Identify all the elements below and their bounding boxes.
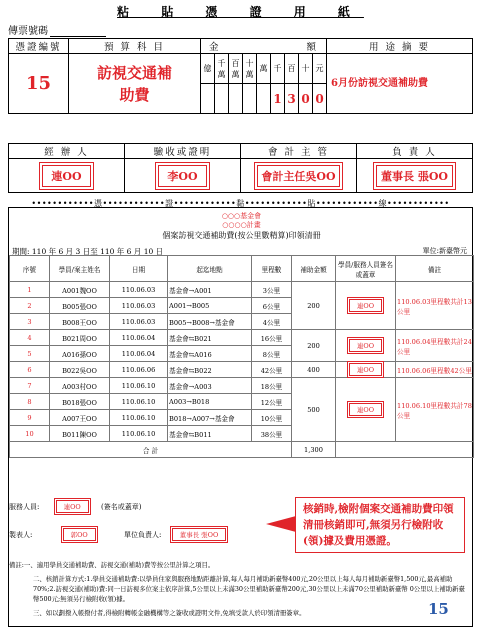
- group-amount: 500: [292, 378, 336, 442]
- row-no: 7: [10, 378, 50, 394]
- col-amount: [201, 39, 327, 54]
- th-route: 起迄地點: [168, 256, 252, 282]
- row-date: 110.06.03: [110, 282, 168, 298]
- handler-cell: [9, 159, 125, 193]
- principal-cell: [357, 159, 473, 193]
- digit-qian: 1: [271, 84, 285, 114]
- row-no: 4: [10, 330, 50, 346]
- row-date: 110.06.10: [110, 426, 168, 442]
- inspection-stamp: 李OO: [158, 165, 206, 187]
- row-no: 6: [10, 362, 50, 378]
- row-km: 38公里: [252, 426, 292, 442]
- th-date: 日期: [110, 256, 168, 282]
- col-principal: 負 責 人: [357, 144, 473, 159]
- org-name: ○○○基金會: [221, 212, 262, 220]
- row-name: A001魏OO: [50, 282, 110, 298]
- paste-line: ••••••••••••憑••••••••••••證••••••••••••黏••••••••••••貼••••••••••••線••••••••••••: [31, 199, 450, 208]
- row-name: A016孫OO: [50, 346, 110, 362]
- digit-bai: 3: [285, 84, 299, 114]
- row-km: 16公里: [252, 330, 292, 346]
- footnote-1: 備註:一、適用學員交通補助費、訪視交通(補助)費等按公里計算之項目。: [9, 561, 215, 569]
- signature-stamp: 連OO: [349, 403, 382, 416]
- row-km: 4公里: [252, 314, 292, 330]
- service-label: 服務人員:: [9, 503, 40, 511]
- row-km: 10公里: [252, 410, 292, 426]
- row-date: 110.06.03: [110, 298, 168, 314]
- service-hint: (簽名或蓋章): [101, 503, 142, 511]
- row-name: B022吳OO: [50, 362, 110, 378]
- th-amount: 補助金額: [292, 256, 336, 282]
- unit-wan: 萬: [257, 54, 271, 84]
- group-remark: 110.06.06里程數42公里: [396, 362, 474, 378]
- preparer-label: 製表人:: [9, 531, 33, 539]
- col-accounting: 會 計 主 管: [241, 144, 357, 159]
- th-name: 學員/案主姓名: [50, 256, 110, 282]
- row-no: 2: [10, 298, 50, 314]
- purpose-value: 6月份訪視交通補助費: [331, 78, 428, 89]
- budget-subject: [69, 54, 201, 114]
- table-row: [10, 362, 474, 378]
- sheet-period: 期間: 110 年 6 月 3 日至 110 年 6 月 10 日: [12, 247, 164, 256]
- row-route: B018→A007→基金會: [168, 410, 252, 426]
- attached-sheet: [8, 207, 473, 627]
- row-name: A007王OO: [50, 410, 110, 426]
- row-no: 8: [10, 394, 50, 410]
- accounting-cell: [241, 159, 357, 193]
- row-date: 110.06.10: [110, 410, 168, 426]
- group-amount: 200: [292, 282, 336, 330]
- row-route: 基金會→A003: [168, 378, 252, 394]
- group-amount: 200: [292, 330, 336, 362]
- row-name: B005張OO: [50, 298, 110, 314]
- row-date: 110.06.03: [110, 314, 168, 330]
- sheet-unit: 單位:新臺幣元: [422, 247, 467, 255]
- row-date: 110.06.04: [110, 346, 168, 362]
- row-date: 110.06.06: [110, 362, 168, 378]
- reimbursement-body: [10, 282, 474, 458]
- digit-yi: [201, 84, 215, 114]
- signature-stamp: 連OO: [349, 299, 382, 312]
- col-amount-left: 金: [209, 42, 221, 53]
- row-route: A003→B018: [168, 394, 252, 410]
- principal-stamp: 董事長 張OO: [376, 165, 453, 187]
- group-signature: [336, 378, 396, 442]
- col-inspection: 驗收或證明: [125, 144, 241, 159]
- row-no: 9: [10, 410, 50, 426]
- voucher-table: [8, 38, 473, 114]
- col-amount-right: 額: [306, 42, 318, 53]
- group-signature: [336, 362, 396, 378]
- row-route: B005→B008→基金會: [168, 314, 252, 330]
- footnotes: [9, 560, 469, 618]
- voucher-number-value: 15: [25, 73, 52, 94]
- unit-bai: 百: [285, 54, 299, 84]
- preparer-stamp: 郭OO: [63, 528, 96, 541]
- row-route: 基金會⇆A016: [168, 346, 252, 362]
- signature-stamp: 連OO: [349, 339, 382, 352]
- row-name: B008王OO: [50, 314, 110, 330]
- reimbursement-table: [9, 255, 474, 458]
- group-remark: 110.06.04里程數共計24公里: [396, 330, 474, 362]
- unit-baiwan: 百萬: [229, 54, 243, 84]
- group-remark: 110.06.03里程數共計13公里: [396, 282, 474, 330]
- handler-stamp: 連OO: [42, 165, 90, 187]
- row-date: 110.06.10: [110, 378, 168, 394]
- row-route: A001→B005: [168, 298, 252, 314]
- accounting-stamp: 會計主任吳OO: [257, 165, 339, 187]
- project-name: ○○○○計畫: [222, 221, 261, 229]
- th-km: 里程數: [252, 256, 292, 282]
- total-amount: 1,300: [292, 442, 336, 458]
- row-km: 3公里: [252, 282, 292, 298]
- row-route: 基金會⇆B021: [168, 330, 252, 346]
- unit-yuan: 元: [313, 54, 327, 84]
- signoff-table: [8, 143, 473, 193]
- total-empty: [336, 442, 474, 458]
- table-row: [10, 282, 474, 298]
- row-name: A003村OO: [50, 378, 110, 394]
- digit-baiwan: [229, 84, 243, 114]
- form-title: 粘 貼 憑 證 用 紙: [117, 5, 364, 19]
- row-name: B011陳OO: [50, 426, 110, 442]
- unit-yi: 億: [201, 54, 215, 84]
- callout-note: 核銷時,檢附個案交通補助費印領清冊核銷即可,無須另行檢附收(領)據及費用憑證。: [295, 497, 465, 553]
- row-date: 110.06.10: [110, 394, 168, 410]
- th-remark: 備註: [396, 256, 474, 282]
- purpose: [327, 54, 473, 114]
- footnote-3: 三、如以劃撥入帳撥付者,得檢附轉帳金融機構等之簽收或證明文件,免填受款人於印領清冊簽章。: [33, 609, 306, 617]
- table-row: [10, 330, 474, 346]
- service-stamp: 連OO: [56, 500, 89, 513]
- budget-subject-value: 訪視交通補助費: [96, 63, 172, 104]
- digit-shi: 0: [299, 84, 313, 114]
- th-signature: 學員/服務人員簽名或蓋章: [336, 256, 396, 282]
- row-route: 基金會→A001: [168, 282, 252, 298]
- row-no: 1: [10, 282, 50, 298]
- row-km: 6公里: [252, 298, 292, 314]
- group-remark: 110.06.10里程數共計78公里: [396, 378, 474, 442]
- row-no: 3: [10, 314, 50, 330]
- digit-wan: [257, 84, 271, 114]
- row-date: 110.06.04: [110, 330, 168, 346]
- row-no: 5: [10, 346, 50, 362]
- digit-shiwan: [243, 84, 257, 114]
- doc-number-label: 傳票號碼: [8, 26, 48, 37]
- unit-head-label: 單位負責人:: [124, 531, 162, 539]
- preparer-row: [9, 528, 226, 541]
- doc-number-field: [8, 22, 106, 37]
- unit-shi: 十: [299, 54, 313, 84]
- total-label: 合 計: [10, 442, 292, 458]
- row-route: 基金會⇆B022: [168, 362, 252, 378]
- row-no: 10: [10, 426, 50, 442]
- total-row: [10, 442, 474, 458]
- col-handler: 經 辦 人: [9, 144, 125, 159]
- row-km: 8公里: [252, 346, 292, 362]
- row-km: 12公里: [252, 394, 292, 410]
- footnote-2: 二、核銷計算方式:1.學員交通補助費:以學員住家與服務地點距離計算,每人每月補助新臺幣400元,20公里以上每人每月補助新臺幣1,500元,最高補助70%;2.訪視交通(補助)費:同一日訪視多位案主依序計算,5公里以上未滿30公里補助新臺幣200元,30公里以上未滿70公里補助新臺幣 0公里以上補助新臺幣500元;無須另行檢附收(領)據。: [33, 575, 465, 603]
- table-row: [10, 378, 474, 394]
- group-signature: [336, 282, 396, 330]
- page-number: 15: [428, 600, 449, 618]
- unit-qian: 千: [271, 54, 285, 84]
- col-budget-subject: 預 算 科 目: [69, 39, 201, 54]
- signature-stamp: 連OO: [349, 363, 382, 376]
- doc-number-line: [50, 28, 106, 37]
- row-route: 基金會⇆B011: [168, 426, 252, 442]
- th-no: 序號: [10, 256, 50, 282]
- inspection-cell: [125, 159, 241, 193]
- sheet-title: 個案訪視交通補助費(按公里數精算)印領清冊: [162, 231, 321, 240]
- row-km: 18公里: [252, 378, 292, 394]
- digit-qianwan: [215, 84, 229, 114]
- unit-head-stamp: 董事長 張OO: [172, 528, 227, 541]
- group-amount: 400: [292, 362, 336, 378]
- digit-yuan: 0: [313, 84, 327, 114]
- row-km: 42公里: [252, 362, 292, 378]
- unit-shiwan: 十萬: [243, 54, 257, 84]
- row-name: B021周OO: [50, 330, 110, 346]
- row-name: B018張OO: [50, 394, 110, 410]
- unit-qianwan: 千萬: [215, 54, 229, 84]
- service-row: [9, 500, 141, 513]
- col-purpose: 用 途 摘 要: [327, 39, 473, 54]
- voucher-number: [9, 54, 69, 114]
- col-voucher-no: 憑證編號: [9, 39, 69, 54]
- group-signature: [336, 330, 396, 362]
